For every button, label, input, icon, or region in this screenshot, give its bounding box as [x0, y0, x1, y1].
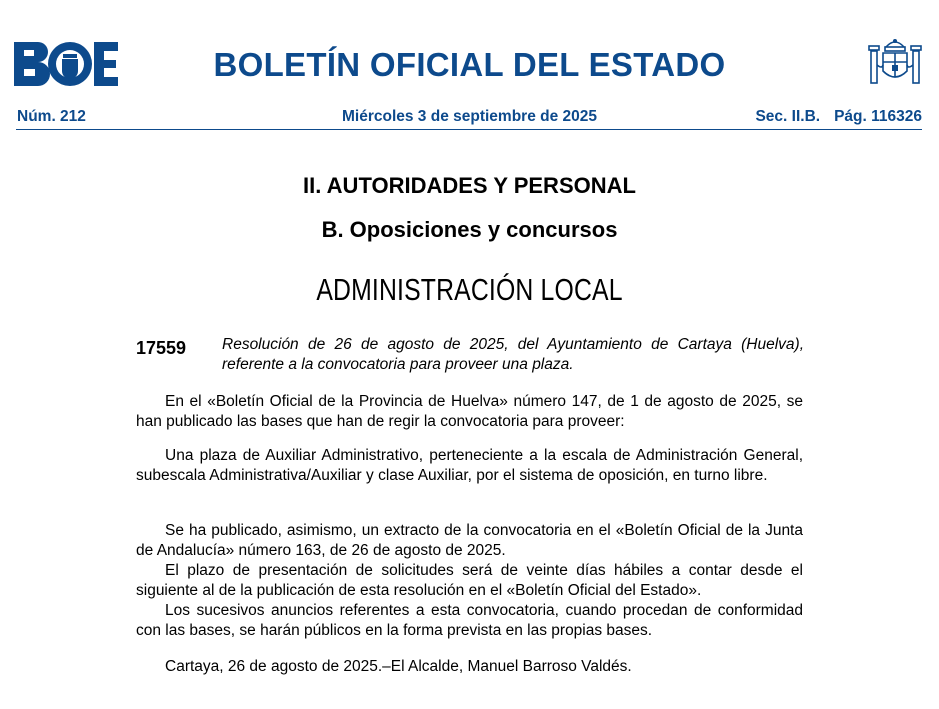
page-ref: Pág. 116326 — [834, 108, 922, 125]
body-paragraph: En el «Boletín Oficial de la Provincia de Huelva» número 147, de 1 de agosto de 2025, se han publicado las bases que han de regir la convocatoria para proveer: — [136, 393, 803, 430]
masthead-title: BOLETÍN OFICIAL DEL ESTADO — [213, 46, 726, 83]
section-heading: II. AUTORIDADES Y PERSONAL — [303, 173, 636, 198]
section-page-ref — [741, 108, 922, 126]
body-paragraph: El plazo de presentación de solicitudes será de veinte días hábiles a contar desde el siguiente al de la publicación de esta resolución en el «Boletín Oficial del Estado». — [136, 562, 803, 599]
issue-number: Núm. 212 — [17, 108, 86, 125]
announcement-title: Resolución de 26 de agosto de 2025, del Ayuntamiento de Cartaya (Huelva), referente a la convocatoria para proveer una plaza. — [222, 336, 804, 373]
header-divider — [16, 129, 922, 130]
section-ref: Sec. II.B. — [755, 108, 821, 125]
body-paragraph: Los sucesivos anuncios referentes a esta convocatoria, cuando procedan de conformidad con las bases, se harán públicos en la forma prevista en las propias bases. — [136, 602, 803, 639]
coat-of-arms-icon — [868, 35, 922, 91]
administration-heading: ADMINISTRACIÓN LOCAL — [316, 272, 623, 307]
issue-date: Miércoles 3 de septiembre de 2025 — [341, 108, 598, 125]
announcement-number: 17559 — [136, 338, 187, 358]
issue-meta-bar — [16, 106, 922, 130]
body-paragraph: Se ha publicado, asimismo, un extracto de la convocatoria en el «Boletín Oficial de la Junta de Andalucía» número 163, de 26 de agosto de 2025. — [136, 522, 803, 559]
body-paragraph: Una plaza de Auxiliar Administrativo, perteneciente a la escala de Administración General, subescala Administrativa/Auxiliar y clase Auxiliar, por el sistema de oposición, en turno libre. — [136, 447, 803, 484]
signature-line: Cartaya, 26 de agosto de 2025.–El Alcalde, Manuel Barroso Valdés. — [165, 658, 632, 675]
subsection-heading: B. Oposiciones y concursos — [321, 217, 618, 242]
